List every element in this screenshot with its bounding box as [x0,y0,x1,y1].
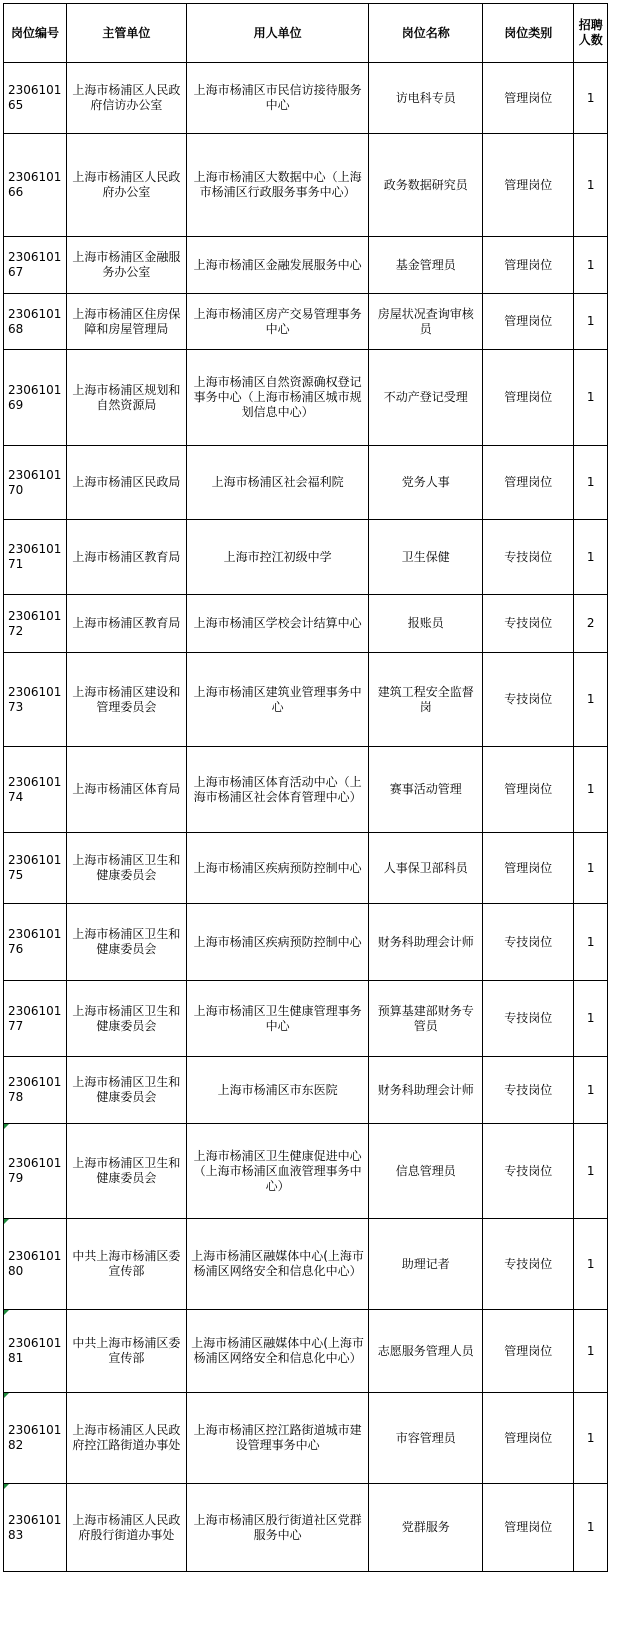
cell-category-text: 专技岗位 [504,1082,553,1097]
cell-position-text: 财务科助理会计师 [377,934,474,949]
cell-code [4,833,67,904]
cell-category-text: 专技岗位 [504,1011,553,1025]
cell-count-text: 1 [586,1343,595,1358]
cell-position [369,1393,483,1484]
table-row [4,1393,608,1484]
cell-category-text: 管理岗位 [504,782,553,796]
table-row [4,1057,608,1124]
cell-dept-text: 上海市杨浦区人民政府控江路街道办事处 [72,1423,181,1452]
cell-position-text: 政务数据研究员 [383,177,468,192]
cell-count-text: 1 [586,1520,595,1534]
cell-position-text: 不动产登记受理 [383,390,468,404]
cell-category [483,981,574,1057]
cell-dept-text: 上海市杨浦区人民政府信访办公室 [72,83,181,112]
cell-count [574,134,608,237]
cell-category [483,1310,574,1393]
cell-position-text: 党务人事 [401,475,450,489]
cell-category [483,1484,574,1572]
cell-code [4,1310,67,1393]
cell-dept [66,520,186,595]
cell-employer [186,294,369,350]
cell-code [4,520,67,595]
cell-category [483,134,574,237]
cell-code-text: 230610183 [8,1512,62,1542]
cell-position-text: 建筑工程安全监督岗 [377,684,474,714]
cell-count-text: 1 [586,90,595,105]
cell-category [483,833,574,904]
cell-dept-text: 上海市杨浦区人民政府办公室 [72,170,181,199]
cell-count-text: 1 [586,475,595,489]
table-row [4,1310,608,1393]
cell-code-text: 230610175 [8,853,62,882]
cell-employer [186,1057,369,1124]
cell-count [574,1484,608,1572]
cell-category-text: 专技岗位 [504,1256,553,1271]
cell-code-text: 230610171 [8,542,62,571]
cell-dept-text: 上海市杨浦区人民政府殷行街道办事处 [72,1512,181,1542]
cell-dept [66,446,186,520]
cell-category-text: 管理岗位 [504,390,553,404]
table-row [4,520,608,595]
cell-employer-text: 上海市杨浦区体育活动中心（上海市杨浦区社会体育管理中心） [193,774,362,804]
cell-dept [66,747,186,833]
cell-employer-text: 上海市杨浦区社会福利院 [211,475,344,489]
cell-employer [186,237,369,294]
cell-code-text: 230610167 [8,250,62,279]
cell-dept-text: 上海市杨浦区体育局 [72,782,181,796]
header-category: 岗位类别 [483,4,574,63]
cell-position [369,981,483,1057]
cell-category-text: 管理岗位 [504,475,553,489]
cell-count-text: 1 [586,934,595,949]
cell-count [574,1310,608,1393]
header-dept: 主管单位 [66,4,186,63]
cell-dept [66,1057,186,1124]
cell-dept-text: 上海市杨浦区规划和自然资源局 [72,382,181,412]
cell-count [574,1219,608,1310]
header-code: 岗位编号 [4,4,67,63]
cell-category [483,595,574,653]
cell-position [369,904,483,981]
cell-position-text: 志愿服务管理人员 [377,1343,474,1358]
table-row [4,595,608,653]
cell-employer-text: 上海市控江初级中学 [223,549,332,564]
cell-count [574,833,608,904]
table-row [4,1484,608,1572]
cell-count [574,653,608,747]
cell-dept-text: 上海市杨浦区建设和管理委员会 [72,684,181,714]
cell-code [4,134,67,237]
cell-dept [66,981,186,1057]
cell-count [574,237,608,294]
cell-employer [186,1393,369,1484]
cell-count-text: 2 [586,616,595,630]
cell-employer-text: 上海市杨浦区疾病预防控制中心 [193,934,362,949]
table-row [4,446,608,520]
comment-marker-icon [4,1124,9,1129]
cell-position [369,294,483,350]
cell-code-text: 230610169 [8,382,62,412]
cell-category-text: 管理岗位 [504,314,553,328]
cell-code [4,1124,67,1219]
cell-count [574,63,608,134]
cell-employer [186,653,369,747]
cell-dept [66,1124,186,1219]
cell-category [483,446,574,520]
cell-count [574,350,608,446]
cell-category-text: 管理岗位 [504,177,553,192]
cell-position-text: 人事保卫部科员 [383,860,468,875]
cell-code-text: 230610172 [8,608,62,638]
header-position: 岗位名称 [369,4,483,63]
table-row [4,237,608,294]
cell-category-text: 管理岗位 [504,1520,553,1534]
comment-marker-icon [4,1310,9,1315]
cell-employer [186,446,369,520]
cell-code [4,1393,67,1484]
cell-employer-text: 上海市杨浦区金融发展服务中心 [193,257,362,272]
cell-count-text: 1 [586,1430,595,1445]
cell-code [4,595,67,653]
cell-category [483,1393,574,1484]
cell-code-text: 230610176 [8,927,62,956]
cell-employer-text: 上海市杨浦区自然资源确权登记事务中心（上海市杨浦区城市规划信息中心） [193,375,362,419]
cell-category [483,1057,574,1124]
cell-dept-text: 上海市杨浦区卫生和健康委员会 [72,1075,181,1104]
comment-marker-icon [4,1484,9,1489]
cell-dept [66,904,186,981]
table-row [4,350,608,446]
cell-employer-text: 上海市杨浦区市东医院 [217,1082,338,1097]
cell-count [574,294,608,350]
table-row [4,653,608,747]
cell-category [483,520,574,595]
cell-position-text: 卫生保健 [401,549,450,564]
cell-code-text: 230610165 [8,83,62,112]
cell-category-text: 管理岗位 [504,257,553,272]
cell-position-text: 信息管理员 [395,1163,456,1178]
table-row [4,981,608,1057]
cell-employer-text: 上海市杨浦区融媒体中心(上海市杨浦区网络安全和信息化中心） [191,1336,364,1365]
cell-employer [186,1219,369,1310]
table-row [4,1124,608,1219]
cell-position-text: 报账员 [407,616,444,630]
cell-dept [66,134,186,237]
cell-count-text: 1 [586,257,595,272]
cell-count [574,595,608,653]
table-row [4,904,608,981]
cell-dept-text: 上海市杨浦区教育局 [72,549,181,564]
cell-position-text: 基金管理员 [395,257,456,272]
cell-employer [186,833,369,904]
cell-position [369,520,483,595]
cell-count [574,1124,608,1219]
cell-employer [186,1310,369,1393]
cell-category-text: 专技岗位 [504,549,553,564]
cell-code [4,1057,67,1124]
cell-dept-text: 上海市杨浦区金融服务办公室 [72,250,181,279]
cell-count [574,520,608,595]
cell-dept-text: 上海市杨浦区民政局 [72,475,181,489]
cell-category [483,294,574,350]
cell-count-text: 1 [586,1082,595,1097]
cell-dept [66,63,186,134]
cell-count [574,446,608,520]
cell-employer [186,63,369,134]
cell-code-text: 230610168 [8,306,62,336]
cell-category-text: 管理岗位 [504,860,553,875]
cell-count [574,1393,608,1484]
cell-position-text: 房屋状况查询审核员 [377,306,474,336]
cell-count-text: 1 [586,1011,595,1025]
cell-dept-text: 上海市杨浦区卫生和健康委员会 [72,853,181,882]
cell-count-text: 1 [586,390,595,404]
table-row [4,294,608,350]
cell-position [369,595,483,653]
cell-position-text: 助理记者 [401,1256,450,1271]
table-row [4,134,608,237]
cell-code-text: 230610177 [8,1003,62,1033]
cell-dept [66,1393,186,1484]
cell-count-text: 1 [586,1163,595,1178]
cell-code [4,446,67,520]
cell-position [369,747,483,833]
cell-category-text: 管理岗位 [504,90,553,105]
cell-position [369,63,483,134]
cell-position [369,237,483,294]
cell-category [483,1219,574,1310]
cell-position [369,1484,483,1572]
cell-employer-text: 上海市杨浦区控江路街道城市建设管理事务中心 [193,1423,362,1452]
table-row [4,833,608,904]
cell-employer [186,595,369,653]
cell-position-text: 访电科专员 [395,90,456,105]
cell-category [483,653,574,747]
cell-category [483,63,574,134]
cell-category-text: 专技岗位 [504,692,553,706]
cell-count [574,747,608,833]
cell-dept-text: 上海市杨浦区卫生和健康委员会 [72,1156,181,1185]
table-row [4,747,608,833]
recruitment-table [3,3,608,1572]
cell-dept-text: 上海市杨浦区住房保障和房屋管理局 [72,306,181,336]
cell-position [369,1310,483,1393]
cell-position [369,653,483,747]
cell-code [4,1484,67,1572]
cell-dept [66,294,186,350]
cell-dept [66,350,186,446]
cell-employer [186,981,369,1057]
cell-category [483,1124,574,1219]
cell-count [574,981,608,1057]
cell-code-text: 230610170 [8,467,62,497]
cell-code [4,237,67,294]
cell-dept [66,237,186,294]
cell-code [4,350,67,446]
cell-position [369,1124,483,1219]
cell-dept-text: 上海市杨浦区卫生和健康委员会 [72,1003,181,1033]
cell-employer [186,904,369,981]
cell-category [483,237,574,294]
cell-dept [66,833,186,904]
cell-employer [186,1484,369,1572]
cell-code-text: 230610174 [8,774,62,804]
cell-employer-text: 上海市杨浦区卫生健康管理事务中心 [193,1003,362,1033]
cell-count [574,904,608,981]
cell-position-text: 赛事活动管理 [389,782,462,796]
cell-category [483,747,574,833]
cell-category [483,904,574,981]
cell-employer-text: 上海市杨浦区建筑业管理事务中心 [193,684,362,714]
table-row [4,1219,608,1310]
cell-code-text: 230610181 [8,1336,62,1365]
cell-count-text: 1 [586,692,595,706]
cell-dept [66,1484,186,1572]
cell-code [4,981,67,1057]
header-row [4,4,608,63]
cell-count-text: 1 [586,177,595,192]
cell-employer [186,134,369,237]
cell-position-text: 党群服务 [401,1520,450,1534]
cell-code-text: 230610180 [8,1249,62,1278]
cell-employer [186,350,369,446]
cell-employer [186,1124,369,1219]
cell-dept [66,1219,186,1310]
cell-dept [66,595,186,653]
cell-code-text: 230610166 [8,170,62,199]
cell-count [574,1057,608,1124]
cell-count-text: 1 [586,1256,595,1271]
header-count: 招聘人数 [574,4,608,63]
cell-category-text: 管理岗位 [504,1430,553,1445]
cell-category-text: 专技岗位 [504,616,553,630]
cell-position [369,1057,483,1124]
cell-category-text: 管理岗位 [504,1343,553,1358]
cell-code-text: 230610179 [8,1156,62,1185]
cell-code [4,1219,67,1310]
cell-category-text: 专技岗位 [504,934,553,949]
cell-dept-text: 上海市杨浦区教育局 [72,616,181,630]
cell-employer [186,747,369,833]
cell-employer-text: 上海市杨浦区疾病预防控制中心 [193,860,362,875]
cell-category [483,350,574,446]
cell-count-text: 1 [586,314,595,328]
cell-employer-text: 上海市杨浦区融媒体中心(上海市杨浦区网络安全和信息化中心） [191,1249,364,1278]
cell-category-text: 专技岗位 [504,1163,553,1178]
cell-position-text: 财务科助理会计师 [377,1082,474,1097]
cell-employer-text: 上海市杨浦区大数据中心（上海市杨浦区行政服务事务中心） [193,170,362,199]
cell-code-text: 230610178 [8,1075,62,1104]
cell-dept-text: 上海市杨浦区卫生和健康委员会 [72,927,181,956]
cell-position [369,833,483,904]
table-row [4,63,608,134]
cell-code [4,653,67,747]
cell-position [369,446,483,520]
cell-dept-text: 中共上海市杨浦区委宣传部 [72,1249,181,1278]
cell-count-text: 1 [586,549,595,564]
cell-position [369,1219,483,1310]
cell-code [4,63,67,134]
cell-dept-text: 中共上海市杨浦区委宣传部 [72,1336,181,1365]
cell-employer-text: 上海市杨浦区卫生健康促进中心（上海市杨浦区血液管理事务中心） [193,1148,362,1193]
cell-code-text: 230610182 [8,1423,62,1452]
cell-position [369,134,483,237]
cell-employer-text: 上海市杨浦区房产交易管理事务中心 [193,306,362,336]
cell-employer-text: 上海市杨浦区学校会计结算中心 [193,616,362,630]
cell-code [4,747,67,833]
cell-code-text: 230610173 [8,684,62,714]
cell-employer-text: 上海市杨浦区殷行街道社区党群服务中心 [193,1512,362,1542]
cell-employer-text: 上海市杨浦区市民信访接待服务中心 [193,83,362,112]
cell-dept [66,1310,186,1393]
comment-marker-icon [4,1219,9,1224]
comment-marker-icon [4,1393,9,1398]
cell-position-text: 市容管理员 [395,1430,456,1445]
cell-dept [66,653,186,747]
cell-position-text: 预算基建部财务专管员 [377,1003,474,1033]
header-employer: 用人单位 [186,4,369,63]
cell-code [4,904,67,981]
cell-count-text: 1 [586,782,595,796]
cell-position [369,350,483,446]
cell-employer [186,520,369,595]
cell-count-text: 1 [586,860,595,875]
cell-code [4,294,67,350]
